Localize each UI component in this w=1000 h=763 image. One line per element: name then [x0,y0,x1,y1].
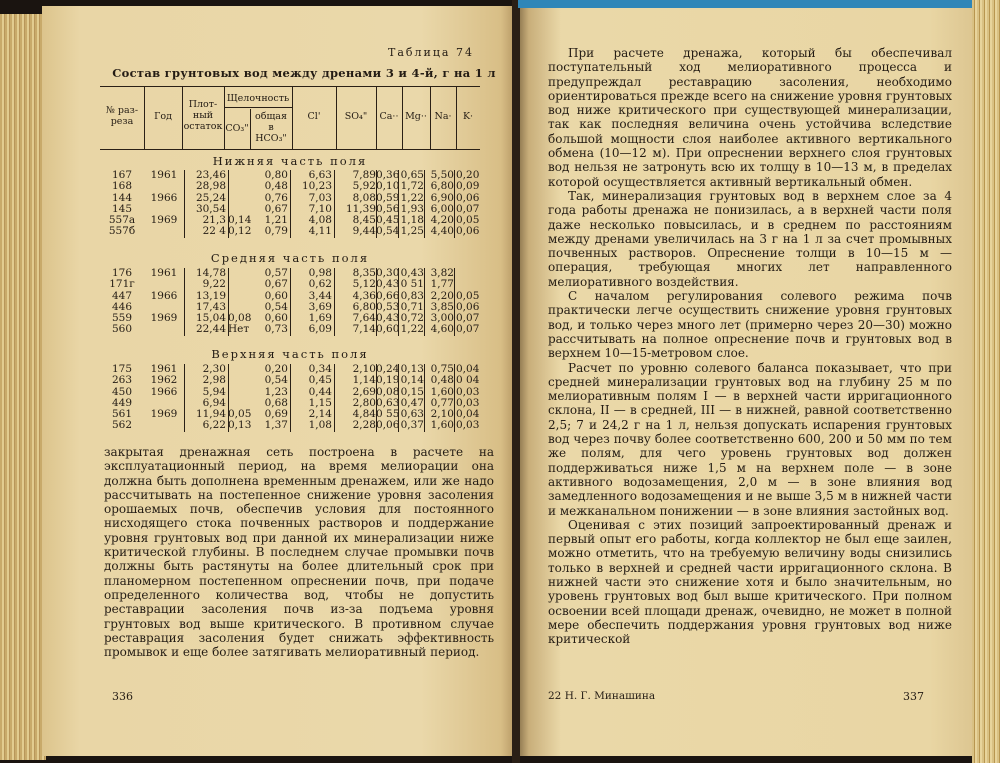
header-co3: CO₃" [225,123,249,134]
table-cell: 4,36 [352,289,376,302]
table-cell: 13,19 [195,289,226,302]
table-cell: 0,08 [228,312,252,325]
book-gutter [512,0,520,763]
table-cell: 0,69 [264,408,288,421]
table-cell: 559 [111,312,133,325]
table-cell: 7,64 [352,312,376,325]
table-cell: 7,10 [308,202,332,215]
column-rule [184,268,185,336]
section-title-upper: Верхняя часть поля [211,347,369,361]
table-cell: 9,22 [202,278,226,291]
table-cell: 2,20 [430,289,454,302]
table-cell: 0,14 [228,214,252,227]
table-cell: 5,50 [430,169,454,181]
table-cell: 0,12 [228,225,252,238]
table-cell: 0,15 [400,385,424,398]
table-cell: 21,3 [202,214,226,227]
header-razrez: № раз- реза [105,105,139,127]
table-cell: 0,54 [264,300,288,313]
table-cell: 0,07 [456,323,480,336]
table-cell: 1961 [150,169,178,181]
table-cell: 1969 [150,408,178,421]
table-cell: 0,72 [400,312,424,325]
column-rule [290,364,291,432]
table-cell: 0,34 [308,363,332,375]
table-cell: 144 [111,191,133,204]
column-rule [398,170,399,238]
table-cell: 6,09 [308,323,332,336]
table-section-upper [100,364,480,432]
table-cell: 9,44 [352,225,376,238]
table-cell: 0,19 [376,374,400,387]
table-cell: 0,66 [376,289,400,302]
header-k: K· [462,111,474,122]
column-rule [228,364,229,432]
column-rule [424,364,425,432]
table-cell: 1,15 [308,396,332,409]
table-cell: 0,43 [376,278,400,291]
table-cell: 0,04 [456,408,480,421]
table-title: Состав грунтовых вод между дренами 3 и 4-й, г на 1 л [112,66,496,80]
table-cell: 0,67 [264,202,288,215]
table-cell: 0,09 [456,180,480,193]
table-cell: 263 [111,374,133,387]
table-cell: 4,84 [352,408,376,421]
table-cell: 557а [108,214,136,227]
table-cell: 0,65 [400,169,424,181]
table-cell: 0,47 [400,396,424,409]
table-cell: 0,68 [264,396,288,409]
table-cell: 5,92 [352,180,376,193]
table-cell: 0,83 [400,289,424,302]
table-cell: 0,48 [430,374,454,387]
table-cell: 0 04 [456,374,480,387]
right-paragraph-5: Оценивая с этих позиций запроектированный дренаж и первый опыт его работы, когда коллектор не был еще заилен, можно отметить, что на требуемую величину воды снизились только в верхней и средней части ирригационного склона. В нижней части это снижение хотя и было значительным, но уровень грунтовых вод был выше критического. При полном освоении всей площади дренаж, очевидно, не может в полной мере обеспечить поддержания уровня грунтовых вод ниже критической [548,517,952,647]
table-cell: 0,06 [456,300,480,313]
table-cell: 1966 [150,191,178,204]
table-cell: 1,08 [308,419,332,432]
table-cell: 562 [111,419,133,432]
table-cell: 0,48 [264,180,288,193]
table-cell: 167 [111,169,133,181]
header-so4: SO₄" [344,111,368,122]
table-cell: 0,30 [376,267,400,279]
table-cell: 0,76 [264,191,288,204]
column-rule [290,268,291,336]
table-cell: 1,23 [264,385,288,398]
table-cell: 0,60 [376,323,400,336]
table-cell: 557б [108,225,136,238]
table-cell: 0,67 [264,278,288,291]
cover-strip [518,0,978,8]
page-number-right: 337 [903,690,924,703]
column-rule [454,364,455,432]
table-cell: 1966 [150,289,178,302]
table-cell: 4,60 [430,323,454,336]
column-rule [290,170,291,238]
table-cell: 0,57 [264,267,288,279]
table-cell: 0,05 [456,214,480,227]
table-cell: 7,89 [352,169,376,181]
book-page-edges-left [0,14,46,760]
table-section-lower [100,170,480,238]
table-cell: 449 [111,396,133,409]
table-cell: 17,43 [195,300,226,313]
table-cell: 0,13 [400,363,424,375]
table-cell: 0,54 [376,225,400,238]
table-cell: 0,03 [456,396,480,409]
column-rule [184,364,185,432]
table-cell: 171г [109,278,135,291]
column-rule [334,170,335,238]
table-cell: 2,10 [352,363,376,375]
table-cell: 4,11 [308,225,332,238]
table-cell: Нет [228,323,250,336]
table-cell: 1,72 [400,180,424,193]
column-rule [334,268,335,336]
table-cell: 11,39 [345,202,376,215]
table-cell: 0,14 [400,374,424,387]
table-cell: 0,71 [400,300,424,313]
table-cell: 145 [111,202,133,215]
table-cell: 175 [111,363,133,375]
table-cell: 6,00 [430,202,454,215]
table-cell: 0,03 [456,419,480,432]
table-cell: 5,12 [352,278,376,291]
table-section-middle [100,268,480,336]
table-cell: 25,24 [195,191,226,204]
table-cell: 3,85 [430,300,454,313]
table-cell: 4,20 [430,214,454,227]
header-obshchaya: общая в HCO₃" [255,111,287,144]
book-page-edges-right [972,0,1000,763]
column-rule [454,170,455,238]
right-paragraph-1: При расчете дренажа, который бы обеспечивал поступательный ход мелиоративного процесса и предупреждал реставрацию засоления, необходимо ориентироваться прежде всего на снижение уровня грунтовых вод ниже критического при существующей минерализации, так как последняя величина очень устойчива вследствие большой мощности слоя наиболее активного вертикального обмена (10—12 м). При опреснении верхнего слоя грунтовых вод нельзя не затронуть всю их толщу в 10—13 м, в пределах которой осуществляется активный вертикальный обмен. [548,46,952,189]
table-cell: 0,10 [376,180,400,193]
table-cell: 561 [111,408,133,421]
table-cell: 0,08 [376,385,400,398]
table-cell: 2,10 [430,408,454,421]
table-cell: 7,14 [352,323,376,336]
table-cell: 0,62 [308,278,332,291]
table-cell: 0,37 [400,419,424,432]
table-cell: 0,04 [456,363,480,375]
table-cell: 8,45 [352,214,376,227]
right-body-text [548,46,952,646]
table-cell: 0,06 [456,225,480,238]
table-cell: 0,75 [430,363,454,375]
table-cell: 3,82 [430,267,454,279]
column-rule [398,364,399,432]
table-cell: 1961 [150,267,178,279]
table-cell: 0,43 [400,267,424,279]
header-god: Год [154,111,172,122]
table-cell: 176 [111,267,133,279]
table-cell: 0,56 [376,202,400,215]
table-cell: 0 55 [376,408,400,421]
left-body-text [104,445,494,659]
table-cell: 23,46 [195,169,226,181]
table-cell: 1,22 [400,191,424,204]
table-cell: 0,63 [400,408,424,421]
column-rule [228,268,229,336]
table-cell: 2,69 [352,385,376,398]
left-paragraph: закрытая дренажная сеть построена в расчете на эксплуатационный период, на время мелиорации она должна быть дополнена временным дренажем, или же надо рассчитывать на постепенное снижение уровня засоления орошаемых почв, обеспечив условия для постоянного нисходящего стока почвенных растворов и поддержание уровня грунтовых вод при данной их минерализации ниже критической глубины. В последнем случае промывки почв должны быть растянуты на более длительный срок при планомерном постепенном опреснении почв, при подаче определенного количества вод, чтобы не допустить реставрации засоления почв из-за подъема уровня грунтовых вод выше критического. В противном случае реставрация засоления будет снижать эффективность промывок и еще более затягивать мелиоративный период. [104,445,494,660]
table-cell: 1,18 [400,214,424,227]
table-cell: 1,37 [264,419,288,432]
column-rule [376,170,377,238]
table-cell: 5,94 [202,385,226,398]
table-cell: 15,04 [195,312,226,325]
table-cell: 0,63 [376,396,400,409]
table-cell: 14,78 [195,267,226,279]
table-cell: 1,69 [308,312,332,325]
column-rule [376,364,377,432]
header-shchelochnost: Щелочность [226,93,290,104]
table-cell: 2,80 [352,396,376,409]
table-cell: 1962 [150,374,178,387]
table-cell: 1,60 [430,419,454,432]
table-cell: 6,80 [352,300,376,313]
column-rule [334,364,335,432]
table-cell: 1,77 [430,278,454,291]
column-rule [184,170,185,238]
table-cell: 7,03 [308,191,332,204]
table-cell: 0,20 [456,169,480,181]
table-cell: 0,45 [308,374,332,387]
table-cell: 6,63 [308,169,332,181]
table-cell: 0,60 [264,312,288,325]
column-rule [376,268,377,336]
table-cell: 0,13 [228,419,252,432]
section-title-middle: Средняя часть поля [210,251,370,265]
column-rule [424,170,425,238]
table-cell: 1969 [150,312,178,325]
table-cell: 11,94 [195,408,226,421]
table-cell: 0,44 [308,385,332,398]
table-cell: 28,98 [195,180,226,193]
table-cell: 450 [111,385,133,398]
right-paragraph-3: С началом регулирования солевого режима почв практически легче осуществить снижение уровня грунтовых вод, и только через много лет (примерно через 20—30) можно рассчитывать на полное опреснение почв и грунтовых вод в верхнем 10—15-метровом слое. [548,289,952,361]
header-na: Na· [434,111,452,122]
table-cell: 0,05 [228,408,252,421]
table-cell: 6,94 [202,396,226,409]
table-cell: 8,35 [352,267,376,279]
header-mg: Mg·· [405,111,427,122]
table-cell: 3,69 [308,300,332,313]
table-cell: 446 [111,300,133,313]
table-cell: 22,44 [195,323,226,336]
table-cell: 3,00 [430,312,454,325]
table-cell: 0,06 [456,191,480,204]
table-cell: 0,73 [264,323,288,336]
table-cell: 2,28 [352,419,376,432]
table-cell: 1,25 [400,225,424,238]
table-cell: 0,80 [264,169,288,181]
table-cell: 6,80 [430,180,454,193]
table-cell: 0,20 [264,363,288,375]
table-cell: 0,07 [456,202,480,215]
table-cell: 30,54 [195,202,226,215]
table-cell: 0,43 [376,312,400,325]
table-cell: 10,23 [301,180,332,193]
table-cell: 0 51 [400,278,424,291]
table-cell: 4,08 [308,214,332,227]
table-cell: 0,77 [430,396,454,409]
table-cell: 0,53 [376,300,400,313]
table-cell: 4,40 [430,225,454,238]
table-cell: 1961 [150,363,178,375]
table-cell: 0,03 [456,385,480,398]
table-cell: 8,08 [352,191,376,204]
column-rule [454,268,455,336]
section-title-lower: Нижняя часть поля [212,154,368,168]
table-cell: 0,36 [376,169,400,181]
header-plotny: Плот- ный остаток [183,99,223,132]
table-cell: 0,60 [264,289,288,302]
table-header [100,86,480,150]
column-rule [228,170,229,238]
table-cell: 0,45 [376,214,400,227]
table-cell: 0,79 [264,225,288,238]
table-cell: 1966 [150,385,178,398]
table-cell: 0,54 [264,374,288,387]
signature-mark: 22 Н. Г. Минашина [548,690,656,702]
right-paragraph-4: Расчет по уровню солевого баланса показывает, что при средней минерализации грунтовых вод на глубину 25 м по мелиоративным полям I — в верхней части ирригационного склона, II — в средней, III — в нижней, равной соответственно 2,5; 7 и 24,2 г на 1 л, нельзя допускать испарения грунтовых вод через почву более соответственно 600, 200 и 50 мм по тем же полям, для чего уровень грунтовых вод должен поддерживаться ниже 1,5 м на верхнем поле — в зоне активного водозамещения, 2,0 м — в зоне влияния вод замедленного водозамещения и не выше 3,5 м в нижней части и межканальном понижении — в зоне влияния застойных вод. [548,360,952,518]
table-cell: 2,14 [308,408,332,421]
header-ca: Ca·· [379,111,399,122]
table-cell: 0,07 [456,312,480,325]
table-cell: 1,60 [430,385,454,398]
column-rule [398,268,399,336]
table-cell: 168 [111,180,133,193]
table-cell: 560 [111,323,133,336]
table-cell: 6,90 [430,191,454,204]
table-cell: 0,98 [308,267,332,279]
table-cell: 22 4 [202,225,226,238]
table-cell: 0,59 [376,191,400,204]
page-number-left: 336 [112,690,133,703]
column-rule [424,268,425,336]
table-cell: 1,93 [400,202,424,215]
right-paragraph-2: Так, минерализация грунтовых вод в верхнем слое за 4 года работы дренажа не понизилась, а в верхней части поля даже несколько повысилась, и в среднем по расстояниям между дренами увеличилась на 3 г на 1 л за счет промывных почвенных растворов. Опреснение толщи в 10—15 м — операция, требующая многих лет направленного мелиоративного воздействия. [548,188,952,289]
table-cell: 0,05 [456,289,480,302]
table-cell: 2,98 [202,374,226,387]
table-cell: 1,14 [352,374,376,387]
table-label: Таблица 74 [388,46,474,59]
table-cell: 0,06 [376,419,400,432]
table-cell: 1,22 [400,323,424,336]
table-cell: 447 [111,289,133,302]
header-cl: Cl' [307,111,321,122]
table-cell: 0,24 [376,363,400,375]
table-cell: 3,44 [308,289,332,302]
table-cell: 2,30 [202,363,226,375]
table-cell: 1969 [150,214,178,227]
table-cell: 1,21 [264,214,288,227]
table-cell: 6,22 [202,419,226,432]
